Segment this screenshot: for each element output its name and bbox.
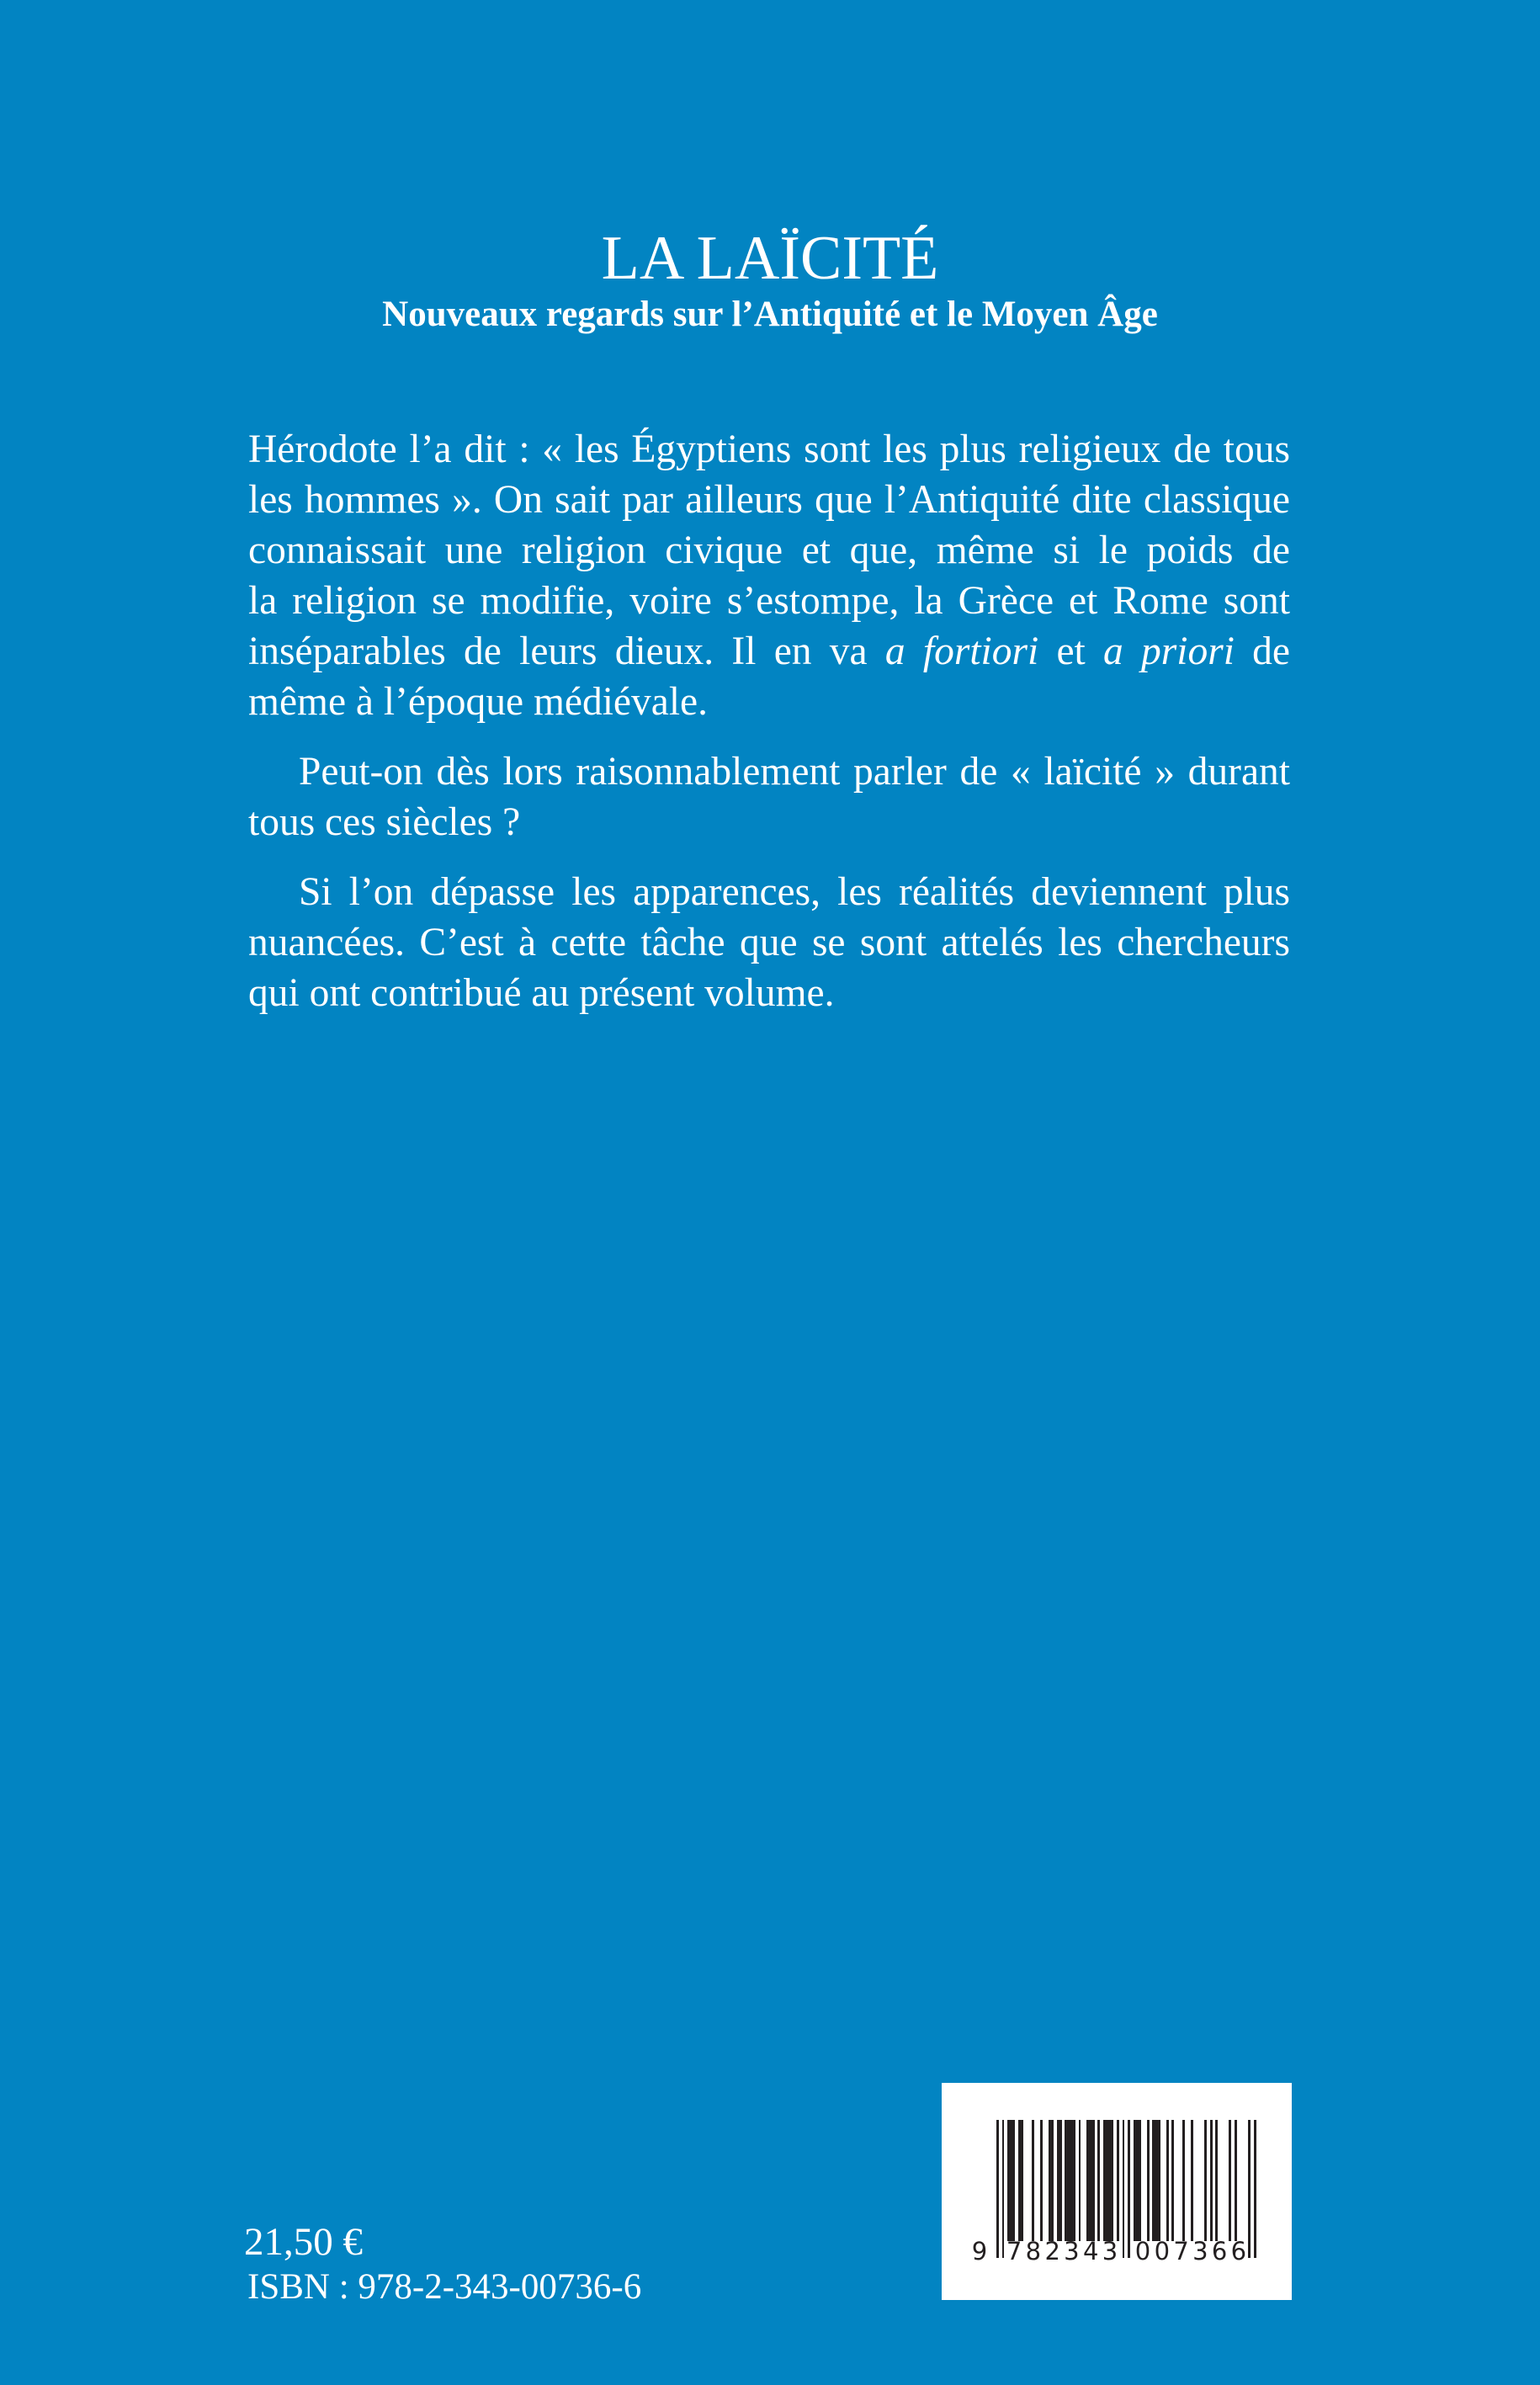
barcode-bar <box>1065 2120 1075 2241</box>
barcode-bar <box>1210 2120 1213 2241</box>
barcode-bar <box>1215 2120 1218 2241</box>
blurb-line: les hommes ». On sait par ailleurs que l’Antiquité dite classique <box>248 478 1290 522</box>
barcode-bar <box>1182 2120 1185 2241</box>
blurb-line: inséparables de leurs dieux. Il en va a fortiori et a priori de <box>248 629 1291 673</box>
barcode-bar <box>1097 2120 1100 2241</box>
barcode-bar <box>1002 2120 1005 2258</box>
barcode-digit: 8 <box>1025 2237 1042 2265</box>
barcode-bar <box>1057 2120 1062 2241</box>
barcode-bar <box>1040 2120 1043 2241</box>
blurb-paragraph <box>248 867 1290 1018</box>
barcode-digit: 6 <box>1230 2237 1247 2265</box>
barcode-digit: 3 <box>1064 2237 1080 2265</box>
barcode-bar <box>1117 2120 1119 2241</box>
barcode-bar <box>1191 2120 1193 2241</box>
blurb-paragraph <box>248 746 1290 847</box>
barcode-digit: 7 <box>1173 2237 1189 2265</box>
barcode-bar <box>1123 2120 1125 2258</box>
barcode-digit: 0 <box>1134 2237 1151 2265</box>
barcode-bar <box>1166 2120 1169 2241</box>
barcode-digit: 9 <box>971 2237 988 2265</box>
book-title: LA LAÏCITÉ <box>601 224 939 293</box>
barcode-digit: 2 <box>1044 2237 1060 2265</box>
barcode-bar <box>1171 2120 1174 2241</box>
barcode-bar <box>1134 2120 1141 2241</box>
barcode-bar <box>1049 2120 1054 2241</box>
price-label: 21,50 € <box>244 2220 363 2264</box>
blurb-line: tous ces siècles ? <box>248 800 521 844</box>
barcode-bar <box>1103 2120 1114 2241</box>
barcode-digit: 7 <box>1006 2237 1022 2265</box>
barcode-bar <box>1079 2120 1081 2241</box>
blurb-line: connaissait une religion civique et que, même si le poids de <box>248 529 1290 572</box>
blurb-line: même à l’époque médiévale. <box>248 680 708 724</box>
barcode-bar <box>1254 2120 1256 2258</box>
barcode-bar <box>1152 2120 1160 2241</box>
blurb-line: qui ont contribué au présent volume. <box>248 971 835 1015</box>
barcode-digit: 3 <box>1102 2237 1118 2265</box>
blurb-line: Peut-on dès lors raisonnablement parler de « laïcité » durant <box>299 750 1290 794</box>
barcode-digit: 0 <box>1154 2237 1171 2265</box>
isbn-label: ISBN : 978-2-343-00736-6 <box>247 2267 642 2307</box>
barcode-bar <box>1007 2120 1015 2241</box>
barcode-bar <box>1147 2120 1150 2241</box>
book-subtitle: Nouveaux regards sur l’Antiquité et le Moyen Âge <box>382 295 1158 334</box>
blurb-line: nuancées. C’est à cette tâche que se sont attelés les chercheurs <box>248 921 1290 964</box>
barcode-digit: 6 <box>1211 2237 1228 2265</box>
blurb-text <box>248 424 1290 1038</box>
barcode-bar <box>1018 2120 1023 2241</box>
blurb-line: Si l’on dépasse les apparences, les réalités deviennent plus <box>299 870 1290 914</box>
blurb-line: Hérodote l’a dit : « les Égyptiens sont les plus religieux de tous <box>248 428 1290 471</box>
barcode-bar <box>1128 2120 1130 2258</box>
barcode-panel <box>942 2083 1292 2300</box>
blurb-paragraph <box>248 424 1290 727</box>
barcode-bar <box>1086 2120 1094 2241</box>
barcode-digit: 4 <box>1082 2237 1099 2265</box>
barcode-bar <box>1032 2120 1034 2241</box>
barcode-bar <box>1204 2120 1207 2241</box>
barcode-bar <box>1235 2120 1237 2241</box>
barcode-digit: 3 <box>1192 2237 1208 2265</box>
barcode-bar <box>996 2120 999 2258</box>
barcode-bar <box>1248 2120 1251 2258</box>
blurb-line: la religion se modifie, voire s’estompe, la Grèce et Rome sont <box>248 579 1290 623</box>
barcode-bar <box>1229 2120 1231 2241</box>
